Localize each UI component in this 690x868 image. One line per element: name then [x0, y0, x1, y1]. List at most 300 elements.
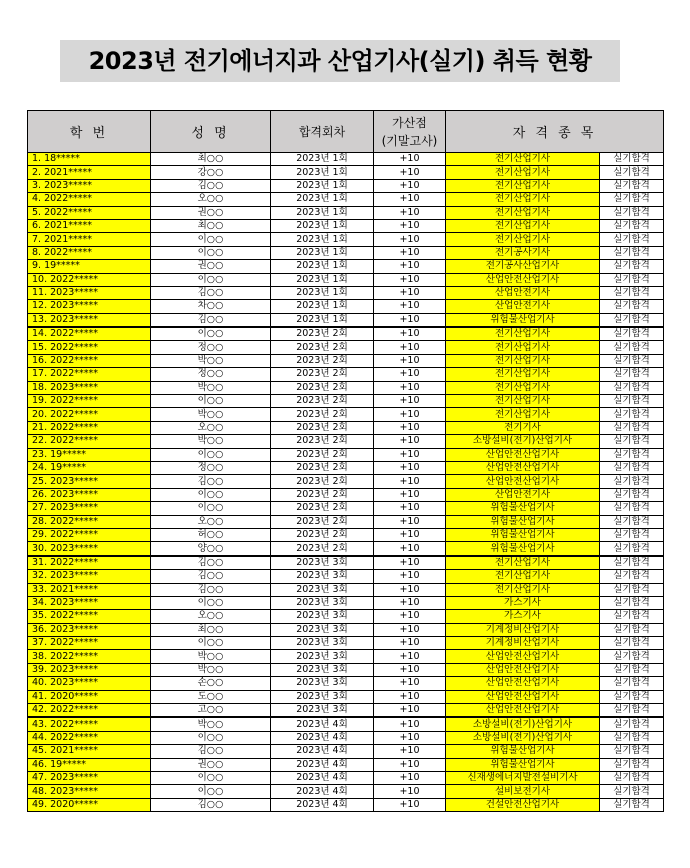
cell-bonus: +10: [374, 663, 446, 676]
cell-student-id: 22. 2022*****: [28, 435, 151, 448]
cell-session: 2023년 3회: [271, 637, 374, 650]
cell-name: 박○○: [151, 435, 271, 448]
cell-session: 2023년 2회: [271, 327, 374, 341]
cell-session: 2023년 2회: [271, 435, 374, 448]
table-row: [28, 341, 664, 354]
header-session: 합격회차: [271, 111, 374, 153]
table-row: [28, 233, 664, 246]
cell-certification: 기계정비산업기사: [446, 623, 600, 636]
table-row: [28, 556, 664, 570]
cell-bonus: +10: [374, 758, 446, 771]
cell-student-id: 38. 2022*****: [28, 650, 151, 663]
table-header-row: [28, 111, 664, 153]
cell-result: 실기합격: [600, 717, 664, 731]
table-row: [28, 421, 664, 434]
cell-certification: 위험물산업기사: [446, 515, 600, 528]
cell-name: 김○○: [151, 313, 271, 327]
cell-result: 실기합격: [600, 313, 664, 327]
cell-certification: 전기공사기사: [446, 246, 600, 259]
cell-name: 고○○: [151, 704, 271, 718]
cell-student-id: 31. 2022*****: [28, 556, 151, 570]
cell-session: 2023년 2회: [271, 448, 374, 461]
cell-bonus: +10: [374, 502, 446, 515]
table-row: [28, 354, 664, 367]
cell-result: 실기합격: [600, 286, 664, 299]
cell-name: 오○○: [151, 515, 271, 528]
cell-bonus: +10: [374, 273, 446, 286]
cell-name: 이○○: [151, 448, 271, 461]
cell-name: 정○○: [151, 368, 271, 381]
cell-name: 이○○: [151, 327, 271, 341]
cell-student-id: 47. 2023*****: [28, 771, 151, 784]
cell-session: 2023년 1회: [271, 260, 374, 273]
cell-bonus: +10: [374, 637, 446, 650]
cell-session: 2023년 4회: [271, 785, 374, 798]
cell-session: 2023년 2회: [271, 528, 374, 541]
cell-certification: 전기산업기사: [446, 381, 600, 394]
cell-bonus: +10: [374, 461, 446, 474]
cell-session: 2023년 4회: [271, 798, 374, 811]
cell-certification: 산업안전산업기사: [446, 677, 600, 690]
table-row: [28, 286, 664, 299]
cell-name: 이○○: [151, 233, 271, 246]
cell-bonus: +10: [374, 475, 446, 488]
cell-student-id: 8. 2022*****: [28, 246, 151, 259]
cell-session: 2023년 1회: [271, 179, 374, 192]
cell-session: 2023년 2회: [271, 354, 374, 367]
cell-name: 박○○: [151, 381, 271, 394]
cell-student-id: 30. 2023*****: [28, 542, 151, 556]
cell-bonus: +10: [374, 246, 446, 259]
cell-bonus: +10: [374, 528, 446, 541]
cell-bonus: +10: [374, 610, 446, 623]
cell-result: 실기합격: [600, 153, 664, 166]
cell-name: 권○○: [151, 260, 271, 273]
cell-name: 정○○: [151, 341, 271, 354]
table-row: [28, 206, 664, 219]
table-row: [28, 690, 664, 703]
cell-student-id: 5. 2022*****: [28, 206, 151, 219]
table-row: [28, 731, 664, 744]
header-certification: 자 격 종 목: [446, 111, 664, 153]
cell-student-id: 10. 2022*****: [28, 273, 151, 286]
cell-certification: 산업안전산업기사: [446, 448, 600, 461]
cell-bonus: +10: [374, 179, 446, 192]
cell-student-id: 9. 19*****: [28, 260, 151, 273]
cell-name: 도○○: [151, 690, 271, 703]
cell-result: 실기합격: [600, 623, 664, 636]
cell-certification: 가스기사: [446, 596, 600, 609]
cell-result: 실기합격: [600, 246, 664, 259]
cell-result: 실기합격: [600, 233, 664, 246]
table-row: [28, 260, 664, 273]
cell-session: 2023년 4회: [271, 745, 374, 758]
cell-session: 2023년 1회: [271, 233, 374, 246]
cell-certification: 전기산업기사: [446, 368, 600, 381]
cell-name: 이○○: [151, 771, 271, 784]
table-row: [28, 570, 664, 583]
cell-bonus: +10: [374, 745, 446, 758]
table-row: [28, 583, 664, 596]
cell-result: 실기합격: [600, 785, 664, 798]
cell-name: 이○○: [151, 637, 271, 650]
table-row: [28, 677, 664, 690]
cell-certification: 전기산업기사: [446, 166, 600, 179]
cell-name: 박○○: [151, 717, 271, 731]
cell-certification: 설비보전기사: [446, 785, 600, 798]
table-row: [28, 488, 664, 501]
cell-session: 2023년 3회: [271, 677, 374, 690]
cell-bonus: +10: [374, 596, 446, 609]
cell-name: 오○○: [151, 193, 271, 206]
cell-certification: 위험물산업기사: [446, 313, 600, 327]
cell-result: 실기합격: [600, 596, 664, 609]
cell-student-id: 3. 2023*****: [28, 179, 151, 192]
cell-result: 실기합격: [600, 542, 664, 556]
cell-certification: 위험물산업기사: [446, 745, 600, 758]
cell-certification: 산업안전산업기사: [446, 461, 600, 474]
cell-session: 2023년 2회: [271, 395, 374, 408]
cell-student-id: 44. 2022*****: [28, 731, 151, 744]
table-row: [28, 798, 664, 811]
cell-student-id: 19. 2022*****: [28, 395, 151, 408]
cell-session: 2023년 3회: [271, 610, 374, 623]
cell-name: 이○○: [151, 246, 271, 259]
cell-result: 실기합격: [600, 300, 664, 313]
cell-bonus: +10: [374, 690, 446, 703]
cell-certification: 위험물산업기사: [446, 542, 600, 556]
cell-certification: 산업안전기사: [446, 488, 600, 501]
cell-result: 실기합격: [600, 179, 664, 192]
cell-session: 2023년 3회: [271, 556, 374, 570]
cell-certification: 소방설비(전기)산업기사: [446, 435, 600, 448]
cell-certification: 전기산업기사: [446, 354, 600, 367]
cell-name: 권○○: [151, 758, 271, 771]
cell-bonus: +10: [374, 717, 446, 731]
cell-name: 김○○: [151, 179, 271, 192]
table-row: [28, 528, 664, 541]
cell-bonus: +10: [374, 542, 446, 556]
cell-session: 2023년 2회: [271, 381, 374, 394]
cell-certification: 전기산업기사: [446, 556, 600, 570]
table-row: [28, 475, 664, 488]
cell-student-id: 43. 2022*****: [28, 717, 151, 731]
cell-name: 이○○: [151, 273, 271, 286]
cell-result: 실기합격: [600, 408, 664, 421]
cell-bonus: +10: [374, 166, 446, 179]
cell-certification: 전기산업기사: [446, 408, 600, 421]
cell-result: 실기합격: [600, 273, 664, 286]
certification-table: [27, 110, 664, 812]
header-bonus-line1: 가산점: [392, 115, 427, 130]
table-row: [28, 327, 664, 341]
table-row: [28, 502, 664, 515]
cell-certification: 위험물산업기사: [446, 758, 600, 771]
cell-result: 실기합격: [600, 690, 664, 703]
cell-student-id: 37. 2022*****: [28, 637, 151, 650]
cell-student-id: 33. 2021*****: [28, 583, 151, 596]
cell-student-id: 12. 2023*****: [28, 300, 151, 313]
cell-session: 2023년 2회: [271, 408, 374, 421]
cell-result: 실기합격: [600, 745, 664, 758]
cell-certification: 전기공사산업기사: [446, 260, 600, 273]
header-name: 성 명: [151, 111, 271, 153]
cell-result: 실기합격: [600, 341, 664, 354]
cell-name: 김○○: [151, 475, 271, 488]
cell-certification: 전기산업기사: [446, 219, 600, 232]
table-row: [28, 745, 664, 758]
cell-student-id: 6. 2021*****: [28, 219, 151, 232]
cell-result: 실기합격: [600, 515, 664, 528]
table-row: [28, 542, 664, 556]
cell-session: 2023년 2회: [271, 461, 374, 474]
cell-name: 손○○: [151, 677, 271, 690]
cell-result: 실기합격: [600, 193, 664, 206]
cell-name: 김○○: [151, 745, 271, 758]
cell-certification: 전기산업기사: [446, 193, 600, 206]
cell-bonus: +10: [374, 488, 446, 501]
cell-student-id: 15. 2022*****: [28, 341, 151, 354]
cell-student-id: 25. 2023*****: [28, 475, 151, 488]
cell-certification: 산업안전기사: [446, 300, 600, 313]
cell-session: 2023년 4회: [271, 717, 374, 731]
cell-student-id: 39. 2023*****: [28, 663, 151, 676]
cell-bonus: +10: [374, 731, 446, 744]
cell-result: 실기합격: [600, 368, 664, 381]
cell-session: 2023년 2회: [271, 475, 374, 488]
cell-session: 2023년 3회: [271, 690, 374, 703]
cell-student-id: 48. 2023*****: [28, 785, 151, 798]
cell-certification: 가스기사: [446, 610, 600, 623]
page-title: 2023년 전기에너지과 산업기사(실기) 취득 현황: [60, 40, 620, 82]
cell-student-id: 4. 2022*****: [28, 193, 151, 206]
cell-result: 실기합격: [600, 663, 664, 676]
cell-bonus: +10: [374, 570, 446, 583]
cell-student-id: 28. 2022*****: [28, 515, 151, 528]
cell-student-id: 29. 2022*****: [28, 528, 151, 541]
cell-bonus: +10: [374, 260, 446, 273]
cell-result: 실기합격: [600, 677, 664, 690]
cell-name: 오○○: [151, 421, 271, 434]
cell-bonus: +10: [374, 395, 446, 408]
cell-student-id: 11. 2023*****: [28, 286, 151, 299]
cell-bonus: +10: [374, 286, 446, 299]
cell-name: 정○○: [151, 461, 271, 474]
cell-result: 실기합격: [600, 206, 664, 219]
cell-certification: 기계정비산업기사: [446, 637, 600, 650]
cell-name: 박○○: [151, 408, 271, 421]
cell-certification: 위험물산업기사: [446, 502, 600, 515]
table-row: [28, 785, 664, 798]
cell-session: 2023년 1회: [271, 206, 374, 219]
cell-bonus: +10: [374, 650, 446, 663]
cell-result: 실기합격: [600, 502, 664, 515]
table-row: [28, 663, 664, 676]
cell-bonus: +10: [374, 206, 446, 219]
header-bonus-line2: (기말고사): [381, 133, 438, 148]
cell-bonus: +10: [374, 515, 446, 528]
cell-name: 박○○: [151, 663, 271, 676]
cell-session: 2023년 1회: [271, 219, 374, 232]
cell-student-id: 24. 19*****: [28, 461, 151, 474]
cell-result: 실기합격: [600, 556, 664, 570]
cell-certification: 전기산업기사: [446, 206, 600, 219]
cell-student-id: 23. 19*****: [28, 448, 151, 461]
cell-result: 실기합격: [600, 448, 664, 461]
cell-student-id: 41. 2020*****: [28, 690, 151, 703]
cell-name: 박○○: [151, 650, 271, 663]
cell-session: 2023년 1회: [271, 273, 374, 286]
cell-session: 2023년 1회: [271, 166, 374, 179]
cell-result: 실기합격: [600, 650, 664, 663]
cell-certification: 전기산업기사: [446, 583, 600, 596]
cell-result: 실기합격: [600, 610, 664, 623]
cell-student-id: 26. 2023*****: [28, 488, 151, 501]
cell-name: 이○○: [151, 502, 271, 515]
cell-name: 최○○: [151, 623, 271, 636]
cell-result: 실기합격: [600, 528, 664, 541]
cell-session: 2023년 1회: [271, 286, 374, 299]
cell-name: 박○○: [151, 354, 271, 367]
cell-name: 강○○: [151, 166, 271, 179]
cell-name: 이○○: [151, 785, 271, 798]
cell-name: 김○○: [151, 556, 271, 570]
table-row: [28, 610, 664, 623]
cell-student-id: 17. 2022*****: [28, 368, 151, 381]
cell-bonus: +10: [374, 327, 446, 341]
cell-student-id: 7. 2021*****: [28, 233, 151, 246]
cell-bonus: +10: [374, 623, 446, 636]
cell-bonus: +10: [374, 381, 446, 394]
cell-session: 2023년 2회: [271, 368, 374, 381]
cell-result: 실기합격: [600, 570, 664, 583]
cell-result: 실기합격: [600, 381, 664, 394]
table-row: [28, 596, 664, 609]
table-row: [28, 300, 664, 313]
table-row: [28, 771, 664, 784]
cell-name: 최○○: [151, 219, 271, 232]
cell-name: 오○○: [151, 610, 271, 623]
cell-certification: 전기산업기사: [446, 341, 600, 354]
table-row: [28, 650, 664, 663]
cell-result: 실기합격: [600, 475, 664, 488]
cell-name: 이○○: [151, 731, 271, 744]
cell-result: 실기합격: [600, 421, 664, 434]
cell-certification: 산업안전산업기사: [446, 475, 600, 488]
cell-bonus: +10: [374, 233, 446, 246]
cell-name: 이○○: [151, 596, 271, 609]
table-row: [28, 246, 664, 259]
cell-certification: 산업안전산업기사: [446, 273, 600, 286]
cell-certification: 전기산업기사: [446, 179, 600, 192]
table-row: [28, 448, 664, 461]
table-row: [28, 368, 664, 381]
cell-bonus: +10: [374, 556, 446, 570]
cell-session: 2023년 1회: [271, 246, 374, 259]
cell-session: 2023년 3회: [271, 570, 374, 583]
cell-result: 실기합격: [600, 354, 664, 367]
cell-result: 실기합격: [600, 260, 664, 273]
cell-certification: 신재생에너지발전설비기사: [446, 771, 600, 784]
cell-name: 권○○: [151, 206, 271, 219]
cell-name: 허○○: [151, 528, 271, 541]
cell-session: 2023년 3회: [271, 663, 374, 676]
cell-name: 양○○: [151, 542, 271, 556]
cell-session: 2023년 3회: [271, 704, 374, 718]
cell-result: 실기합격: [600, 488, 664, 501]
cell-student-id: 18. 2023*****: [28, 381, 151, 394]
table-row: [28, 273, 664, 286]
cell-certification: 소방설비(전기)산업기사: [446, 731, 600, 744]
cell-session: 2023년 4회: [271, 731, 374, 744]
cell-session: 2023년 1회: [271, 313, 374, 327]
cell-certification: 전기산업기사: [446, 233, 600, 246]
cell-session: 2023년 2회: [271, 488, 374, 501]
table-row: [28, 461, 664, 474]
cell-bonus: +10: [374, 153, 446, 166]
cell-session: 2023년 3회: [271, 623, 374, 636]
table-row: [28, 219, 664, 232]
cell-result: 실기합격: [600, 219, 664, 232]
cell-session: 2023년 3회: [271, 583, 374, 596]
table-row: [28, 637, 664, 650]
cell-student-id: 45. 2021*****: [28, 745, 151, 758]
cell-certification: 산업안전산업기사: [446, 650, 600, 663]
cell-bonus: +10: [374, 798, 446, 811]
cell-name: 이○○: [151, 488, 271, 501]
cell-student-id: 27. 2023*****: [28, 502, 151, 515]
cell-student-id: 42. 2022*****: [28, 704, 151, 718]
cell-name: 김○○: [151, 570, 271, 583]
table-row: [28, 395, 664, 408]
cell-result: 실기합격: [600, 583, 664, 596]
cell-bonus: +10: [374, 448, 446, 461]
cell-student-id: 1. 18*****: [28, 153, 151, 166]
cell-session: 2023년 1회: [271, 300, 374, 313]
cell-session: 2023년 4회: [271, 758, 374, 771]
cell-name: 차○○: [151, 300, 271, 313]
cell-certification: 전기산업기사: [446, 395, 600, 408]
cell-result: 실기합격: [600, 704, 664, 718]
cell-student-id: 34. 2023*****: [28, 596, 151, 609]
table-row: [28, 704, 664, 718]
cell-certification: 전기산업기사: [446, 153, 600, 166]
cell-bonus: +10: [374, 435, 446, 448]
cell-name: 최○○: [151, 153, 271, 166]
cell-student-id: 46. 19*****: [28, 758, 151, 771]
cell-student-id: 21. 2022*****: [28, 421, 151, 434]
cell-session: 2023년 2회: [271, 515, 374, 528]
cell-student-id: 40. 2023*****: [28, 677, 151, 690]
cell-session: 2023년 3회: [271, 650, 374, 663]
cell-bonus: +10: [374, 219, 446, 232]
table-body: [28, 153, 664, 812]
cell-student-id: 14. 2022*****: [28, 327, 151, 341]
cell-result: 실기합격: [600, 637, 664, 650]
table-row: [28, 515, 664, 528]
header-student-id: 학 번: [28, 111, 151, 153]
cell-session: 2023년 1회: [271, 193, 374, 206]
cell-bonus: +10: [374, 677, 446, 690]
cell-bonus: +10: [374, 785, 446, 798]
cell-session: 2023년 2회: [271, 502, 374, 515]
cell-certification: 전기산업기사: [446, 327, 600, 341]
cell-bonus: +10: [374, 354, 446, 367]
cell-certification: 전기산업기사: [446, 570, 600, 583]
cell-result: 실기합격: [600, 461, 664, 474]
table-row: [28, 435, 664, 448]
cell-session: 2023년 3회: [271, 596, 374, 609]
